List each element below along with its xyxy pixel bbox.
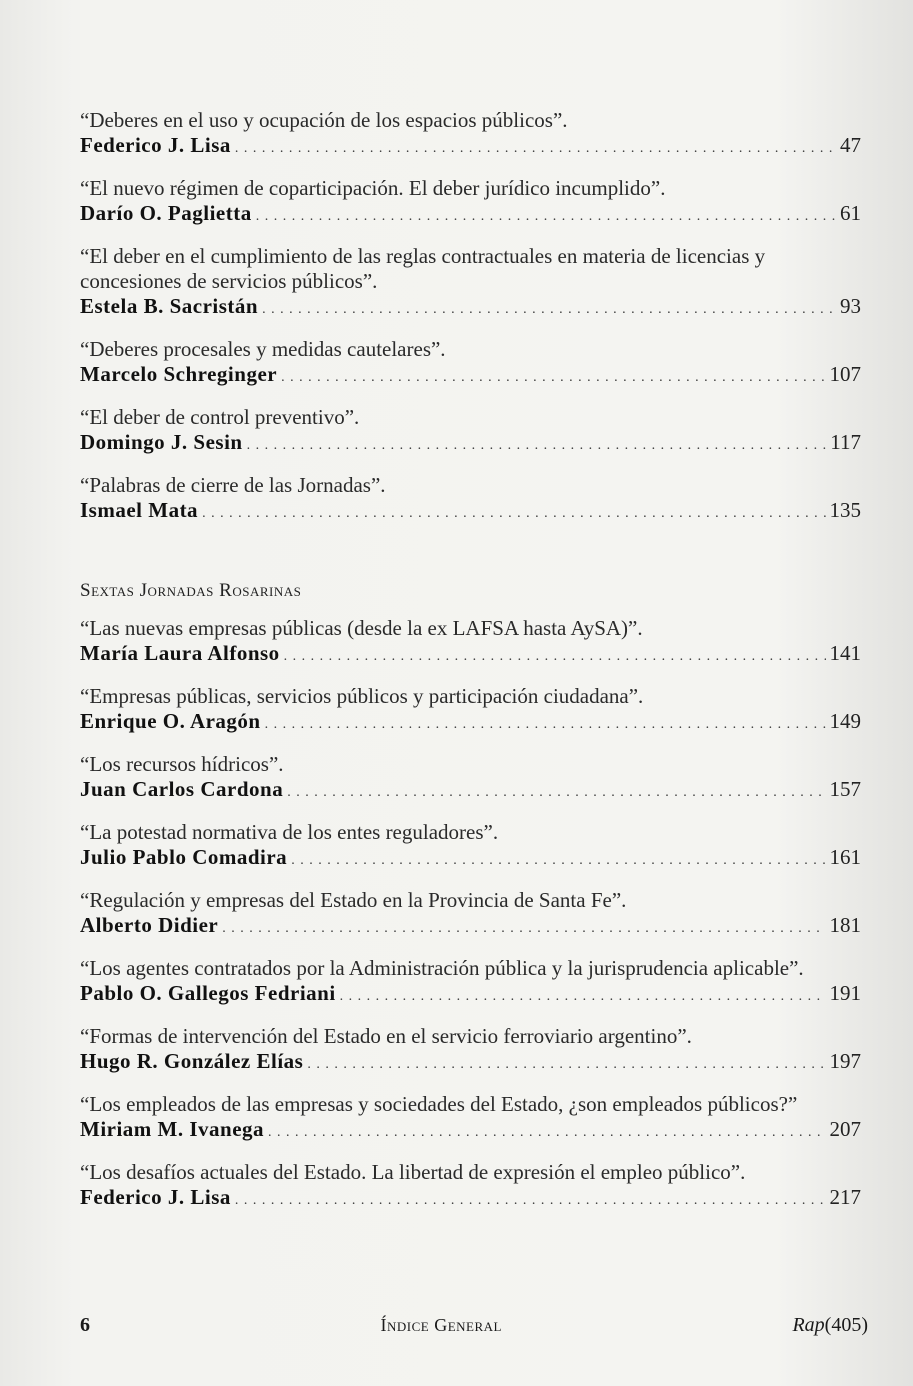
entry-author: Julio Pablo Comadira bbox=[80, 845, 288, 869]
dot-leader bbox=[262, 297, 836, 322]
entry-title: “Deberes procesales y medidas cautelares”. bbox=[80, 337, 446, 361]
toc-entry bbox=[80, 684, 861, 737]
toc-entry bbox=[80, 1092, 861, 1145]
toc-entry bbox=[80, 337, 861, 390]
dot-leader bbox=[247, 433, 827, 458]
entry-author-line bbox=[80, 913, 861, 941]
toc-entry bbox=[80, 1024, 861, 1077]
toc-entry bbox=[80, 405, 861, 458]
entry-author-line bbox=[80, 777, 861, 805]
entry-author: Ismael Mata bbox=[80, 498, 199, 522]
entry-page-number: 217 bbox=[829, 1185, 861, 1209]
entry-title: “Los recursos hídricos”. bbox=[80, 752, 284, 776]
entry-author: Miriam M. Ivanega bbox=[80, 1117, 265, 1141]
entry-author-line bbox=[80, 1117, 861, 1145]
entry-author: Estela B. Sacristán bbox=[80, 294, 259, 318]
entry-page-number: 61 bbox=[840, 201, 861, 225]
entry-page-number: 149 bbox=[829, 709, 861, 733]
entry-author: Pablo O. Gallegos Fedriani bbox=[80, 981, 336, 1005]
entry-page-number: 107 bbox=[829, 362, 861, 386]
dot-leader bbox=[340, 984, 826, 1009]
dot-leader bbox=[235, 136, 836, 161]
entry-author-line bbox=[80, 1049, 861, 1077]
dot-leader bbox=[287, 780, 825, 805]
entry-page-number: 207 bbox=[829, 1117, 861, 1141]
entry-page-number: 157 bbox=[829, 777, 861, 801]
toc-entry bbox=[80, 888, 861, 941]
dot-leader bbox=[265, 712, 826, 737]
entry-author-line bbox=[80, 294, 861, 322]
entry-title: “El deber de control preventivo”. bbox=[80, 405, 360, 429]
entry-author: Marcelo Schreginger bbox=[80, 362, 278, 386]
toc-entry bbox=[80, 752, 861, 805]
dot-leader bbox=[281, 365, 825, 390]
toc-list-bottom bbox=[80, 616, 861, 1213]
entry-author: Juan Carlos Cardona bbox=[80, 777, 284, 801]
toc-list-top bbox=[80, 108, 861, 526]
dot-leader bbox=[235, 1188, 826, 1213]
entry-author: Darío O. Paglietta bbox=[80, 201, 252, 225]
entry-page-number: 197 bbox=[829, 1049, 861, 1073]
toc-entry bbox=[80, 616, 861, 669]
entry-page-number: 117 bbox=[830, 430, 861, 454]
entry-title: “Los agentes contratados por la Administración pública y la jurisprudencia aplicable”. bbox=[80, 956, 804, 980]
entry-title: “Los desafíos actuales del Estado. La libertad de expresión el empleo público”. bbox=[80, 1160, 746, 1184]
entry-page-number: 191 bbox=[829, 981, 861, 1005]
footer-journal-name: Rap bbox=[792, 1314, 825, 1336]
entry-title: “El deber en el cumplimiento de las reglas contractuales en materia de licencias y concesiones de servicios públicos”. bbox=[80, 244, 766, 293]
entry-title: “El nuevo régimen de coparticipación. El deber jurídico incumplido”. bbox=[80, 176, 666, 200]
toc-entry bbox=[80, 176, 861, 229]
entry-title: “Regulación y empresas del Estado en la Provincia de Santa Fe”. bbox=[80, 888, 627, 912]
entry-author-line bbox=[80, 430, 861, 458]
entry-page-number: 181 bbox=[829, 913, 861, 937]
dot-leader bbox=[268, 1120, 825, 1145]
dot-leader bbox=[307, 1052, 825, 1077]
entry-page-number: 135 bbox=[829, 498, 861, 522]
toc-entry bbox=[80, 956, 861, 1009]
entry-author-line bbox=[80, 981, 861, 1009]
entry-author-line bbox=[80, 641, 861, 669]
entry-author: Federico J. Lisa bbox=[80, 133, 231, 157]
entry-page-number: 141 bbox=[829, 641, 861, 665]
entry-author-line bbox=[80, 709, 861, 737]
entry-author: Alberto Didier bbox=[80, 913, 219, 937]
entry-title: “Palabras de cierre de las Jornadas”. bbox=[80, 473, 386, 497]
toc-entry bbox=[80, 108, 861, 161]
section-heading: Sextas Jornadas Rosarinas bbox=[80, 580, 302, 601]
page-footer bbox=[80, 1314, 868, 1337]
footer-section-title: Índice General bbox=[380, 1315, 502, 1335]
dot-leader bbox=[202, 501, 825, 526]
footer-journal bbox=[792, 1314, 868, 1337]
entry-author-line bbox=[80, 845, 861, 873]
entry-author-line bbox=[80, 201, 861, 229]
entry-page-number: 47 bbox=[840, 133, 861, 157]
toc-entry bbox=[80, 473, 861, 526]
toc-entry bbox=[80, 820, 861, 873]
entry-page-number: 161 bbox=[829, 845, 861, 869]
entry-author-line bbox=[80, 133, 861, 161]
entry-author: Hugo R. González Elías bbox=[80, 1049, 304, 1073]
dot-leader bbox=[291, 848, 825, 873]
dot-leader bbox=[222, 916, 825, 941]
entry-title: “Los empleados de las empresas y sociedades del Estado, ¿son empleados públicos?” bbox=[80, 1092, 798, 1116]
entry-title: “Deberes en el uso y ocupación de los espacios públicos”. bbox=[80, 108, 568, 132]
entry-author-line bbox=[80, 362, 861, 390]
entry-author-line bbox=[80, 498, 861, 526]
dot-leader bbox=[256, 204, 836, 229]
entry-title: “La potestad normativa de los entes reguladores”. bbox=[80, 820, 499, 844]
entry-author: Enrique O. Aragón bbox=[80, 709, 261, 733]
toc-content bbox=[80, 108, 861, 1228]
dot-leader bbox=[284, 644, 826, 669]
entry-author: María Laura Alfonso bbox=[80, 641, 280, 665]
entry-page-number: 93 bbox=[840, 294, 861, 318]
footer-journal-issue: (405) bbox=[824, 1314, 868, 1336]
footer-page-number: 6 bbox=[80, 1314, 90, 1336]
entry-author: Federico J. Lisa bbox=[80, 1185, 231, 1209]
entry-author-line bbox=[80, 1185, 861, 1213]
entry-title: “Formas de intervención del Estado en el servicio ferroviario argentino”. bbox=[80, 1024, 692, 1048]
entry-title: “Empresas públicas, servicios públicos y participación ciudadana”. bbox=[80, 684, 644, 708]
entry-author: Domingo J. Sesin bbox=[80, 430, 243, 454]
entry-title: “Las nuevas empresas públicas (desde la ex LAFSA hasta AySA)”. bbox=[80, 616, 643, 640]
toc-entry bbox=[80, 1160, 861, 1213]
toc-entry bbox=[80, 244, 861, 322]
